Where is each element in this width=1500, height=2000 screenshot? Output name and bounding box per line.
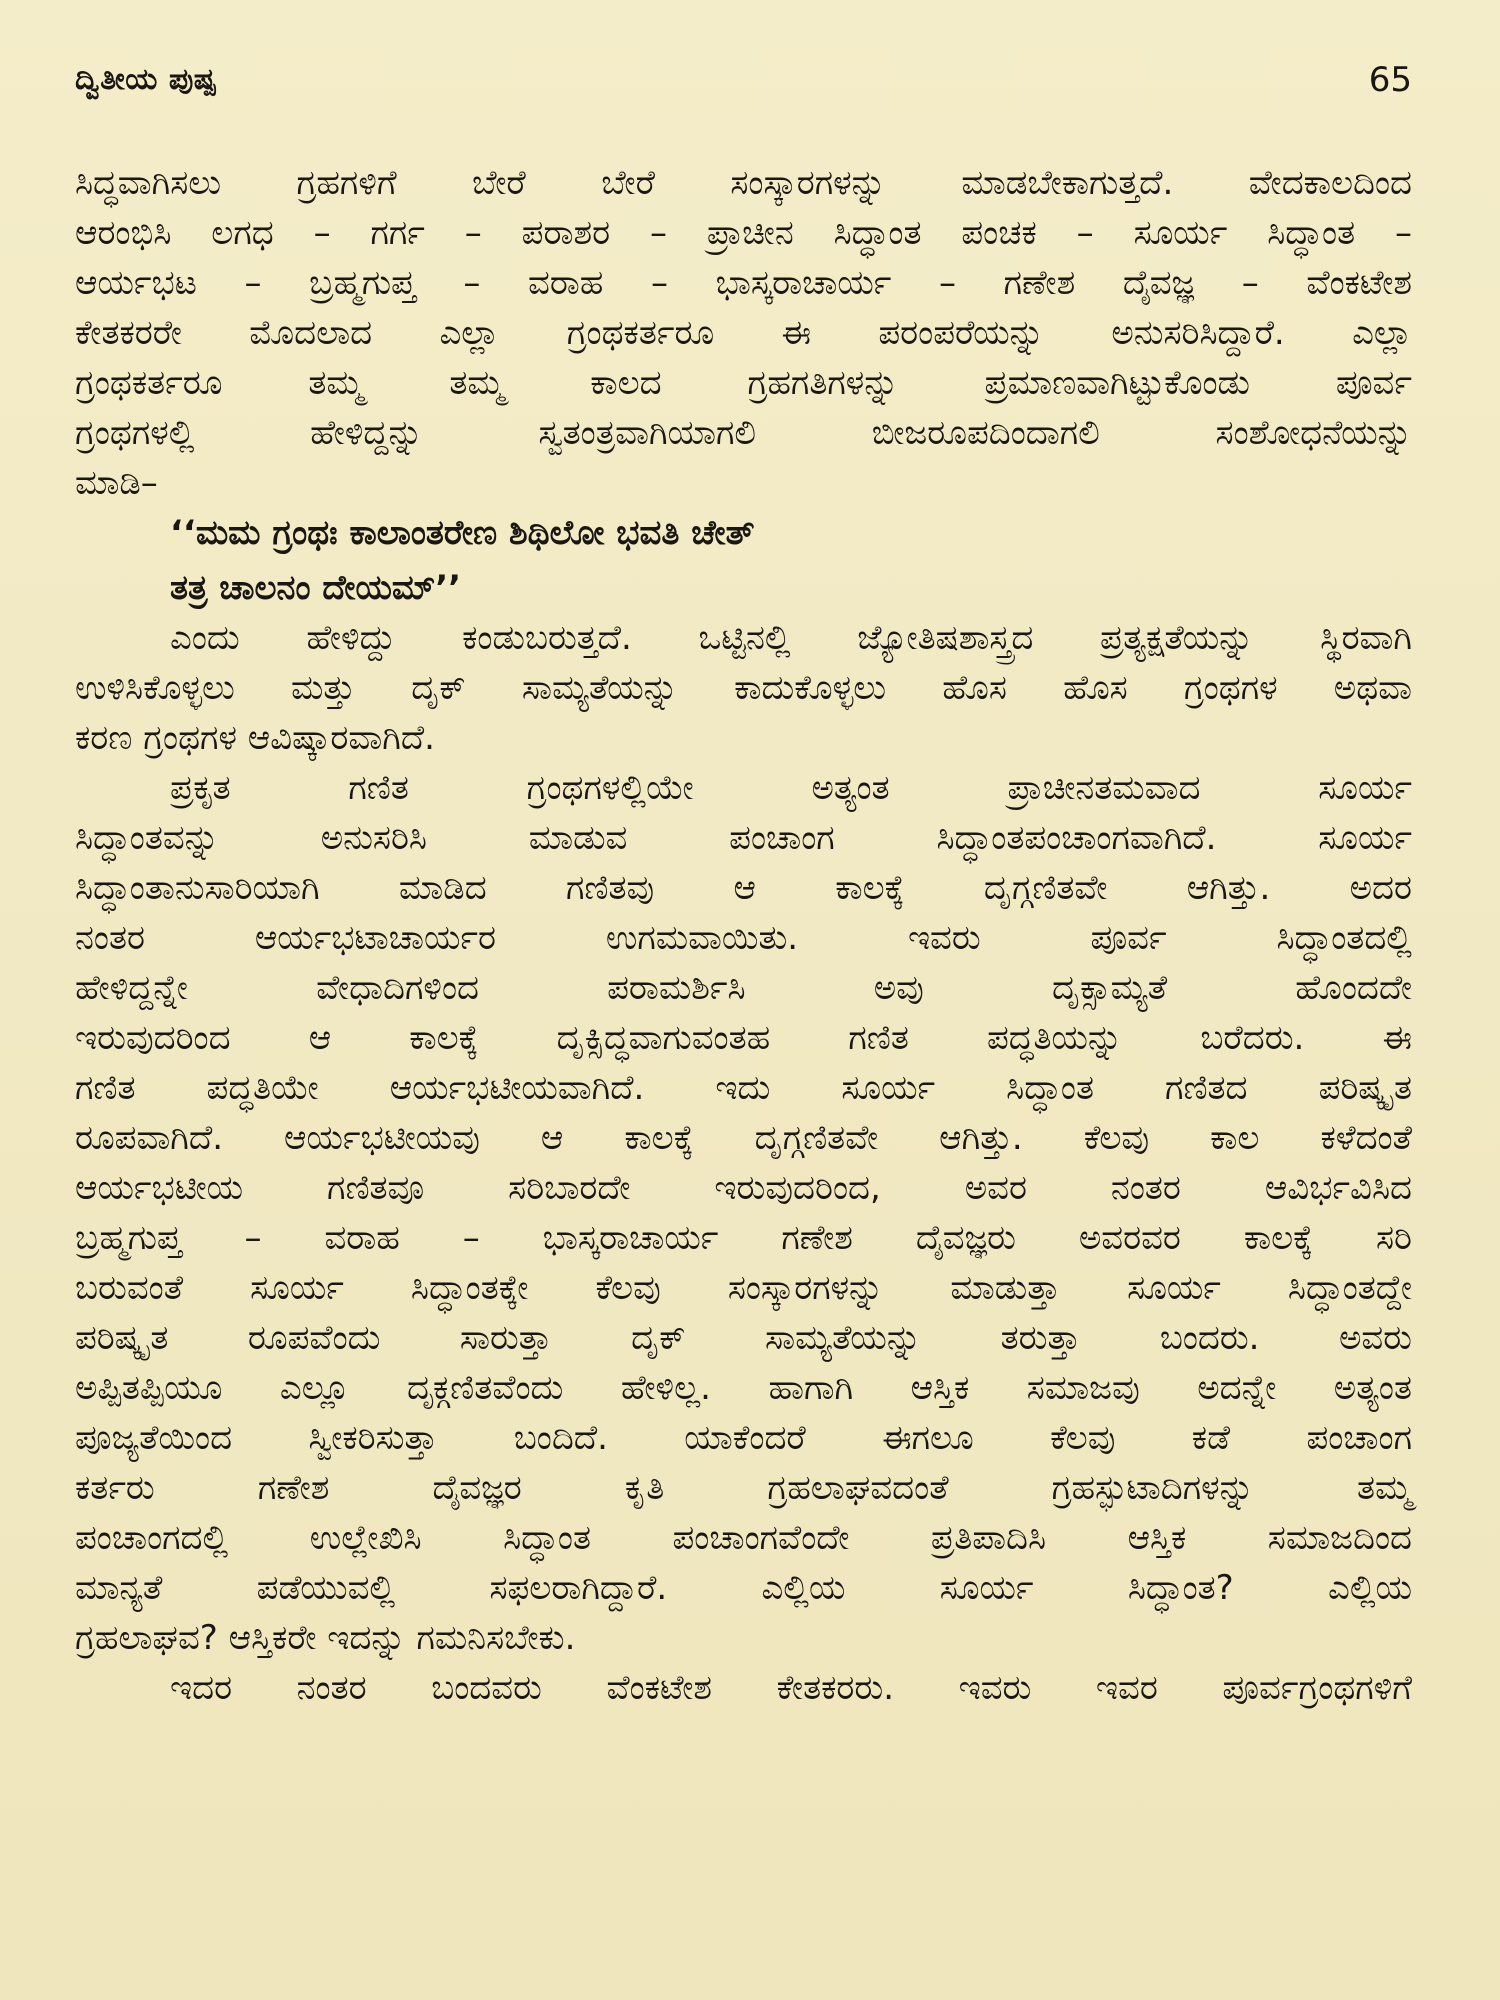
text-line: ಆರ್ಯಭಟೀಯ ಗಣಿತವೂ ಸರಿಬಾರದೇ ಇರುವುದರಿಂದ, ಅವರ ನಂತರ ಆವಿರ್ಭವಿಸಿದ [75, 1168, 1412, 1208]
text-line: ಸಿದ್ಧಾಂತಾನುಸಾರಿಯಾಗಿ ಮಾಡಿದ ಗಣಿತವು ಆ ಕಾಲಕ್ಕೆ ದೃಗ್ಗಣಿತವೇ ಆಗಿತ್ತು. ಅದರ [75, 868, 1412, 908]
text-line: ಸಿದ್ಧಾಂತವನ್ನು ಅನುಸರಿಸಿ ಮಾಡುವ ಪಂಚಾಂಗ ಸಿದ್ಧಾಂತಪಂಚಾಂಗವಾಗಿದೆ. ಸೂರ್ಯ [75, 818, 1412, 858]
text-line: ಇರುವುದರಿಂದ ಆ ಕಾಲಕ್ಕೆ ದೃಕ್ಸಿದ್ಧವಾಗುವಂತಹ ಗಣಿತ ಪದ್ಧತಿಯನ್ನು ಬರೆದರು. ಈ [75, 1018, 1412, 1058]
text-line: ಕರ್ತರು ಗಣೇಶ ದೈವಜ್ಞರ ಕೃತಿ ಗ್ರಹಲಾಘವದಂತೆ ಗ್ರಹಸ್ಫುಟಾದಿಗಳನ್ನು ತಮ್ಮ [75, 1468, 1412, 1508]
text-line: ಗ್ರಂಥಕರ್ತರೂ ತಮ್ಮ ತಮ್ಮ ಕಾಲದ ಗ್ರಹಗತಿಗಳನ್ನು ಪ್ರಮಾಣವಾಗಿಟ್ಟುಕೊಂಡು ಪೂರ್ವ [75, 363, 1412, 403]
page-number: 65 [1368, 60, 1412, 100]
text-line: ಇದರ ನಂತರ ಬಂದವರು ವೆಂಕಟೇಶ ಕೇತಕರರು. ಇವರು ಇವರ ಪೂರ್ವಗ್ರಂಥಗಳಿಗೆ [170, 1668, 1412, 1708]
text-line: ಆರ್ಯಭಟ – ಬ್ರಹ್ಮಗುಪ್ತ – ವರಾಹ – ಭಾಸ್ಕರಾಚಾರ್ಯ – ಗಣೇಶ ದೈವಜ್ಞ – ವೆಂಕಟೇಶ [75, 263, 1412, 303]
text-line: ಮಾನ್ಯತೆ ಪಡೆಯುವಲ್ಲಿ ಸಫಲರಾಗಿದ್ದಾರೆ. ಎಲ್ಲಿಯ ಸೂರ್ಯ ಸಿದ್ಧಾಂತ? ಎಲ್ಲಿಯ [75, 1568, 1412, 1608]
text-line: ಉಳಿಸಿಕೊಳ್ಳಲು ಮತ್ತು ದೃಕ್ ಸಾಮ್ಯತೆಯನ್ನು ಕಾದುಕೊಳ್ಳಲು ಹೊಸ ಹೊಸ ಗ್ರಂಥಗಳ ಅಥವಾ [75, 668, 1412, 708]
text-line: ಕರಣ ಗ್ರಂಥಗಳ ಆವಿಷ್ಕಾರವಾಗಿದೆ. [75, 718, 435, 758]
text-line: ಪೂಜ್ಯತೆಯಿಂದ ಸ್ವೀಕರಿಸುತ್ತಾ ಬಂದಿದೆ. ಯಾಕೆಂದರೆ ಈಗಲೂ ಕೆಲವು ಕಡೆ ಪಂಚಾಂಗ [75, 1418, 1412, 1458]
quote-line: ತತ್ರ ಚಾಲನಂ ದೇಯಮ್’’ [170, 568, 462, 608]
section-title: ದ್ವಿತೀಯ ಪುಷ್ಪ [75, 62, 217, 97]
text-line: ಎಂದು ಹೇಳಿದ್ದು ಕಂಡುಬರುತ್ತದೆ. ಒಟ್ಟಿನಲ್ಲಿ ಜ್ಯೋತಿಷಶಾಸ್ತ್ರದ ಪ್ರತ್ಯಕ್ಷತೆಯನ್ನು ಸ್ಥಿರವಾಗಿ [170, 618, 1412, 658]
text-line: ಬ್ರಹ್ಮಗುಪ್ತ – ವರಾಹ – ಭಾಸ್ಕರಾಚಾರ್ಯ ಗಣೇಶ ದೈವಜ್ಞರು ಅವರವರ ಕಾಲಕ್ಕೆ ಸರಿ [75, 1218, 1412, 1258]
text-line: ನಂತರ ಆರ್ಯಭಟಾಚಾರ್ಯರ ಉಗಮವಾಯಿತು. ಇವರು ಪೂರ್ವ ಸಿದ್ಧಾಂತದಲ್ಲಿ [75, 918, 1412, 958]
text-line: ಗ್ರಹಲಾಘವ? ಆಸ್ತಿಕರೇ ಇದನ್ನು ಗಮನಿಸಬೇಕು. [75, 1618, 576, 1658]
text-line: ಆರಂಭಿಸಿ ಲಗಧ – ಗರ್ಗ – ಪರಾಶರ – ಪ್ರಾಚೀನ ಸಿದ್ಧಾಂತ ಪಂಚಕ – ಸೂರ್ಯ ಸಿದ್ಧಾಂತ – [75, 213, 1412, 253]
text-line: ಸಿದ್ಧವಾಗಿಸಲು ಗ್ರಹಗಳಿಗೆ ಬೇರೆ ಬೇರೆ ಸಂಸ್ಕಾರಗಳನ್ನು ಮಾಡಬೇಕಾಗುತ್ತದೆ. ವೇದಕಾಲದಿಂದ [75, 163, 1412, 203]
text-line: ಪಂಚಾಂಗದಲ್ಲಿ ಉಲ್ಲೇಖಿಸಿ ಸಿದ್ಧಾಂತ ಪಂಚಾಂಗವೆಂದೇ ಪ್ರತಿಪಾದಿಸಿ ಆಸ್ತಿಕ ಸಮಾಜದಿಂದ [75, 1518, 1412, 1558]
text-line: ಬರುವಂತೆ ಸೂರ್ಯ ಸಿದ್ಧಾಂತಕ್ಕೇ ಕೆಲವು ಸಂಸ್ಕಾರಗಳನ್ನು ಮಾಡುತ್ತಾ ಸೂರ್ಯ ಸಿದ್ಧಾಂತದ್ದೇ [75, 1268, 1412, 1308]
text-line: ಪರಿಷ್ಕೃತ ರೂಪವೆಂದು ಸಾರುತ್ತಾ ದೃಕ್ ಸಾಮ್ಯತೆಯನ್ನು ತರುತ್ತಾ ಬಂದರು. ಅವರು [75, 1318, 1412, 1358]
page-header [75, 60, 1412, 110]
text-line: ಹೇಳಿದ್ದನ್ನೇ ವೇಧಾದಿಗಳಿಂದ ಪರಾಮರ್ಶಿಸಿ ಅವು ದೃಕ್ಸಾಮ್ಯತೆ ಹೊಂದದೇ [75, 968, 1412, 1008]
text-line: ಮಾಡಿ– [75, 463, 158, 503]
text-line: ರೂಪವಾಗಿದೆ. ಆರ್ಯಭಟೀಯವು ಆ ಕಾಲಕ್ಕೆ ದೃಗ್ಗಣಿತವೇ ಆಗಿತ್ತು. ಕೆಲವು ಕಾಲ ಕಳೆದಂತೆ [75, 1118, 1412, 1158]
text-line: ಪ್ರಕೃತ ಗಣಿತ ಗ್ರಂಥಗಳಲ್ಲಿಯೇ ಅತ್ಯಂತ ಪ್ರಾಚೀನತಮವಾದ ಸೂರ್ಯ [170, 768, 1412, 808]
text-line: ಗ್ರಂಥಗಳಲ್ಲಿ ಹೇಳಿದ್ದನ್ನು ಸ್ವತಂತ್ರವಾಗಿಯಾಗಲಿ ಬೀಜರೂಪದಿಂದಾಗಲಿ ಸಂಶೋಧನೆಯನ್ನು [75, 413, 1412, 453]
text-line: ಗಣಿತ ಪದ್ಧತಿಯೇ ಆರ್ಯಭಟೀಯವಾಗಿದೆ. ಇದು ಸೂರ್ಯ ಸಿದ್ಧಾಂತ ಗಣಿತದ ಪರಿಷ್ಕೃತ [75, 1068, 1412, 1108]
text-line: ಅಪ್ಪಿತಪ್ಪಿಯೂ ಎಲ್ಲೂ ದೃಕ್ಗಣಿತವೆಂದು ಹೇಳಿಲ್ಲ. ಹಾಗಾಗಿ ಆಸ್ತಿಕ ಸಮಾಜವು ಅದನ್ನೇ ಅತ್ಯಂತ [75, 1368, 1412, 1408]
page-body [75, 158, 1412, 1713]
text-line: ಕೇತಕರರೇ ಮೊದಲಾದ ಎಲ್ಲಾ ಗ್ರಂಥಕರ್ತರೂ ಈ ಪರಂಪರೆಯನ್ನು ಅನುಸರಿಸಿದ್ದಾರೆ. ಎಲ್ಲಾ [75, 313, 1412, 353]
quote-line: ‘‘ಮಮ ಗ್ರಂಥಃ ಕಾಲಾಂತರೇಣ ಶಿಥಿಲೋ ಭವತಿ ಚೇತ್ [170, 513, 755, 553]
